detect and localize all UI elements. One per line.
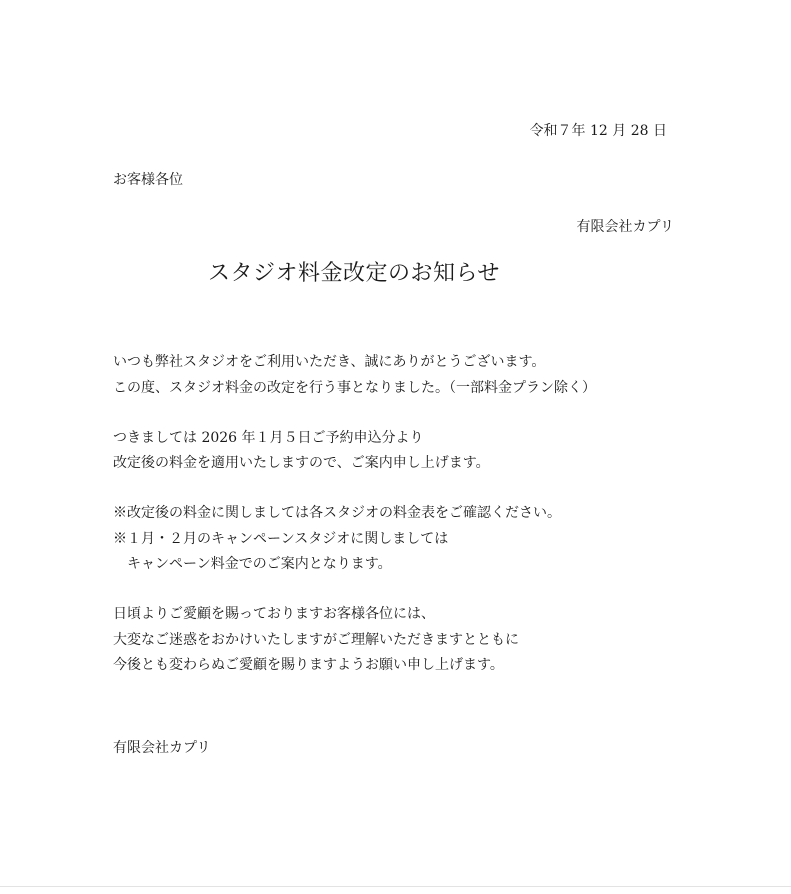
note-line: ※改定後の料金に関しましては各スタジオの料金表をご確認ください。	[113, 505, 561, 521]
document-date: 令和７年 12 月 28 日	[529, 123, 667, 139]
document-body	[113, 350, 596, 703]
body-line: いつも弊社スタジオをご利用いただき、誠にありがとうございます。	[113, 354, 546, 370]
body-line: つきましては 2026 年１月５日ご予約申込分より	[113, 429, 424, 446]
body-line: 改定後の料金を適用いたしますので、ご案内申し上げます。	[113, 455, 490, 471]
body-line: この度、スタジオ料金の改定を行う事となりました。（一部料金プラン除く）	[113, 379, 596, 396]
document-title: スタジオ料金改定のお知らせ	[208, 261, 500, 286]
body-line: 今後とも変わらぬご愛顧を賜りますようお願い申し上げます。	[113, 657, 504, 673]
note-line-indented: キャンペーン料金でのご案内となります。	[127, 556, 392, 572]
sender-name: 有限会社カプリ	[576, 219, 674, 235]
closing-sender-name: 有限会社カプリ	[113, 740, 211, 756]
recipient-line: お客様各位	[113, 172, 183, 188]
note-line: ※１月・２月のキャンペーンスタジオに関しましては	[113, 530, 449, 547]
page-bottom-divider	[0, 886, 791, 887]
greeting-paragraph	[113, 350, 596, 401]
body-line: 日頃よりご愛顧を賜っておりますお客様各位には、	[113, 606, 435, 622]
notes-paragraph	[113, 501, 596, 578]
effective-date-paragraph	[113, 426, 596, 477]
closing-paragraph	[113, 602, 596, 679]
body-line: 大変なご迷惑をおかけいたしますがご理解いただきますとともに	[113, 631, 519, 648]
